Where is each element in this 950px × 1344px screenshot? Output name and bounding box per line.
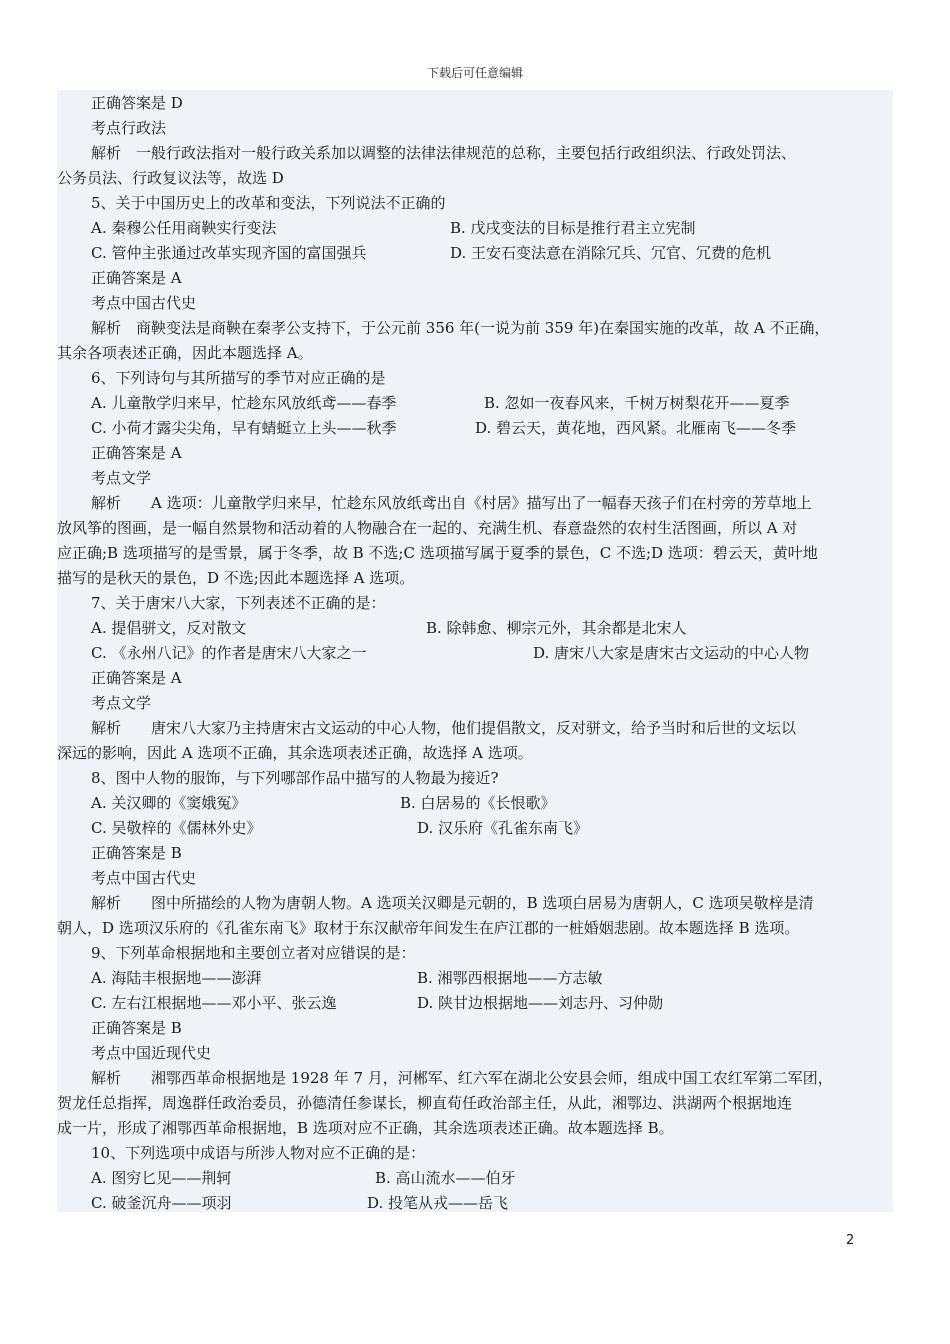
option-d: D. 王安石变法意在消除冗兵、冗官、冗费的危机 [450, 244, 772, 262]
option-b: B. 除韩愈、柳宗元外，其余都是北宋人 [426, 619, 687, 637]
answer-line: 正确答案是 A [91, 669, 182, 687]
question-8: 8、图中人物的服饰，与下列哪部作品中描写的人物最为接近? [91, 769, 499, 787]
question-5: 5、关于中国历史上的改革和变法，下列说法不正确的 [91, 194, 446, 212]
explanation-line: 解析 商鞅变法是商鞅在秦孝公支持下，于公元前 356 年(一说为前 359 年)在秦国实施的改革，故 A 不正确， [91, 319, 830, 337]
option-a: A. 海陆丰根据地——澎湃 [91, 969, 262, 987]
option-b: B. 白居易的《长恨歌》 [400, 794, 556, 812]
option-c: C. 吴敬梓的《儒林外史》 [91, 819, 262, 837]
option-a: A. 图穷匕见——荆轲 [91, 1169, 232, 1187]
option-d: D. 唐宋八大家是唐宋古文运动的中心人物 [533, 644, 810, 662]
topic-line: 考点文学 [91, 694, 152, 712]
option-a: A. 儿童散学归来早，忙趁东风放纸鸢——春季 [91, 394, 397, 412]
document-body [57, 90, 893, 1212]
topic-line: 考点中国近现代史 [91, 1044, 212, 1062]
answer-line: 正确答案是 D [91, 94, 183, 112]
question-6: 6、下列诗句与其所描写的季节对应正确的是 [91, 369, 386, 387]
option-c: C. 管仲主张通过改革实现齐国的富国强兵 [91, 244, 367, 262]
option-b: B. 忽如一夜春风来，千树万树梨花开——夏季 [484, 394, 790, 412]
explanation-line: 解析 湘鄂西革命根据地是 1928 年 7 月，河郴军、红六军在湖北公安县会师，组成中国工农红军第二军团， [91, 1069, 833, 1087]
answer-line: 正确答案是 A [91, 444, 182, 462]
option-b: B. 湘鄂西根据地——方志敏 [417, 969, 603, 987]
option-c: C. 左右江根据地——邓小平、张云逸 [91, 994, 337, 1012]
explanation-line: 成一片，形成了湘鄂西革命根据地，B 选项对应不正确，其余选项表述正确。故本题选择 B。 [57, 1119, 674, 1137]
question-9: 9、下列革命根据地和主要创立者对应错误的是： [91, 944, 416, 962]
topic-line: 考点中国古代史 [91, 294, 197, 312]
answer-line: 正确答案是 B [91, 1019, 182, 1037]
option-d: D. 陕甘边根据地——刘志丹、习仲勋 [417, 994, 664, 1012]
option-d: D. 汉乐府《孔雀东南飞》 [417, 819, 589, 837]
answer-line: 正确答案是 B [91, 844, 182, 862]
explanation-line: 解析 一般行政法指对一般行政关系加以调整的法律法律规范的总称，主要包括行政组织法、行政处罚法、 [91, 144, 797, 162]
topic-line: 考点文学 [91, 469, 152, 487]
question-10: 10、下列选项中成语与所涉人物对应不正确的是： [91, 1144, 426, 1162]
explanation-line: 描写的是秋天的景色，D 不选;因此本题选择 A 选项。 [57, 569, 415, 587]
option-d: D. 碧云天，黄花地，西风紧。北雁南飞——冬季 [475, 419, 797, 437]
option-a: A. 秦穆公任用商鞅实行变法 [91, 219, 277, 237]
topic-line: 考点行政法 [91, 119, 167, 137]
option-a: A. 提倡骈文，反对散文 [91, 619, 247, 637]
explanation-line: 其余各项表述正确，因此本题选择 A。 [57, 344, 313, 362]
explanation-line: 应正确;B 选项描写的是雪景，属于冬季，故 B 不选;C 选项描写属于夏季的景色，C 不选;D 选项：碧云天，黄叶地 [57, 544, 818, 562]
page-header: 下载后可任意编辑 [426, 66, 523, 80]
option-d: D. 投笔从戎——岳飞 [367, 1194, 509, 1212]
option-b: B. 高山流水——伯牙 [375, 1169, 516, 1187]
explanation-line: 解析 A 选项：儿童散学归来早，忙趁东风放纸鸢出自《村居》描写出了一幅春天孩子们在村旁的芳草地上 [91, 494, 812, 512]
option-c: C. 破釜沉舟——项羽 [91, 1194, 232, 1212]
option-c: C. 《永州八记》的作者是唐宋八大家之一 [91, 644, 367, 662]
topic-line: 考点中国古代史 [91, 869, 197, 887]
answer-line: 正确答案是 A [91, 269, 182, 287]
explanation-line: 放风筝的图画，是一幅自然景物和活动着的人物融合在一起的、充满生机、春意盎然的农村生活图画，所以 A 对 [57, 519, 798, 537]
question-7: 7、关于唐宋八大家，下列表述不正确的是： [91, 594, 386, 612]
explanation-line: 深远的影响，因此 A 选项不正确，其余选项表述正确，故选择 A 选项。 [57, 744, 533, 762]
option-b: B. 戊戌变法的目标是推行君主立宪制 [450, 219, 696, 237]
option-a: A. 关汉卿的《窦娥冤》 [91, 794, 247, 812]
explanation-line: 解析 图中所描绘的人物为唐朝人物。A 选项关汉卿是元朝的，B 选项白居易为唐朝人，C 选项吴敬梓是清 [91, 894, 814, 912]
option-c: C. 小荷才露尖尖角，早有蜻蜓立上头——秋季 [91, 419, 397, 437]
explanation-line: 贺龙任总指挥，周逸群任政治委员，孙德清任参谋长，柳直荀任政治部主任，从此，湘鄂边、洪湖两个根据地连 [57, 1094, 793, 1112]
explanation-line: 公务员法、行政复议法等，故选 D [57, 169, 284, 187]
page-number: 2 [846, 1233, 855, 1248]
explanation-line: 解析 唐宋八大家乃主持唐宋古文运动的中心人物，他们提倡散文，反对骈文，给予当时和后世的文坛以 [91, 719, 797, 737]
explanation-line: 朝人，D 选项汉乐府的《孔雀东南飞》取材于东汉献帝年间发生在庐江郡的一桩婚姻悲剧。故本题选择 B 选项。 [57, 919, 800, 937]
